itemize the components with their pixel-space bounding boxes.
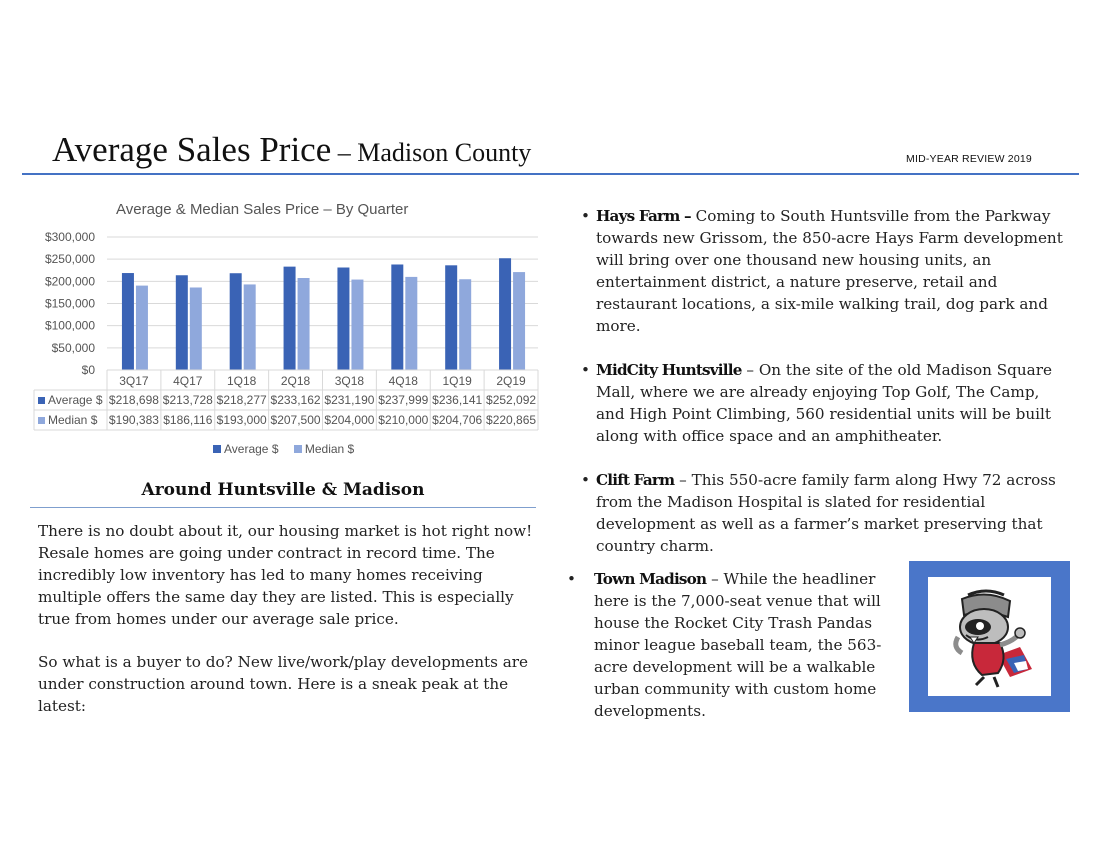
x-tick-label: 2Q19 — [496, 374, 526, 388]
bullet-title: Clift Farm — [596, 471, 675, 489]
x-tick-label: 4Q17 — [173, 374, 203, 388]
bullet-dot: • — [581, 361, 590, 379]
data-label: $231,190 — [324, 393, 375, 407]
data-label: $236,141 — [432, 393, 483, 407]
bar-average — [391, 264, 403, 370]
y-tick-label: $100,000 — [44, 318, 95, 333]
bar-median — [244, 284, 256, 370]
bullet-text: – On the site of the old Madison Square Mall, where we are already enjoying Top Golf, The Camp, and High Point Climbing, 560 residential units will be built along with office space and an amphitheater. — [596, 361, 1052, 445]
trash-panda-logo-icon — [928, 577, 1051, 696]
section-divider — [30, 507, 536, 508]
data-label: $210,000 — [378, 413, 429, 427]
data-label: $233,162 — [270, 393, 321, 407]
y-tick-label: $250,000 — [44, 252, 95, 267]
legend-label-average: Average $ — [224, 442, 279, 456]
review-label: MID-YEAR REVIEW 2019 — [906, 153, 1032, 165]
logo-panel — [928, 577, 1051, 696]
bar-average — [499, 258, 511, 370]
table-series-name: Median $ — [48, 413, 98, 427]
x-tick-label: 4Q18 — [388, 374, 418, 388]
buyer-paragraph: So what is a buyer to do? New live/work/play developments are under construction around town. Here is a sneak peak at the latest: — [38, 653, 529, 715]
bar-average — [284, 267, 296, 370]
y-tick-label: $50,000 — [51, 340, 95, 355]
bullet-dot: • — [581, 207, 590, 225]
x-tick-label: 1Q19 — [442, 374, 472, 388]
y-tick-label: $200,000 — [44, 274, 95, 289]
data-label: $218,698 — [108, 393, 159, 407]
bar-median — [513, 272, 525, 370]
data-label: $186,116 — [163, 413, 213, 427]
intro-paragraph: There is no doubt about it, our housing market is hot right now! Resale homes are going under contract in record time. The incredibly low inventory has led to many homes receiving multiple offers the same day they are listed. This is especially true from homes under our average sale price. — [38, 522, 533, 628]
title-main: Average Sales Price — [52, 130, 332, 169]
data-label: $252,092 — [486, 393, 537, 407]
bullet-clift-farm — [581, 469, 1071, 557]
bullet-town-madison — [567, 568, 899, 722]
data-label: $213,728 — [162, 393, 213, 407]
bullet-title: Town Madison — [594, 570, 707, 588]
legend-swatch-average — [213, 445, 221, 453]
bar-average — [445, 265, 457, 370]
y-tick-label: $0 — [81, 363, 95, 377]
title-sub: – Madison County — [331, 138, 532, 167]
bullet-dot: • — [581, 471, 590, 489]
y-tick-label: $150,000 — [44, 296, 95, 311]
bar-average — [176, 275, 188, 370]
legend-label-median: Median $ — [304, 442, 355, 456]
bar-median — [405, 277, 417, 370]
legend-item-median — [294, 442, 354, 456]
bullet-title: Hays Farm – — [596, 207, 691, 225]
bar-median — [136, 286, 148, 370]
bar-median — [459, 279, 471, 370]
table-swatch — [38, 417, 45, 424]
data-label: $190,383 — [108, 413, 159, 427]
bar-median — [190, 287, 202, 370]
data-label: $218,277 — [216, 393, 267, 407]
bullet-dot: • — [567, 570, 576, 588]
chart-title: Average & Median Sales Price – By Quarter — [116, 201, 409, 218]
bullet-text: Coming to South Huntsville from the Parkway towards new Grissom, the 850-acre Hays Farm development will bring over one thousand new housing units, an entertainment district, a nature preserve, retail and restaurant locations, a six-mile walking trail, dog park and more. — [596, 207, 1063, 335]
legend-swatch-median — [294, 445, 302, 453]
bar-average — [230, 273, 242, 370]
bullet-midcity — [581, 359, 1071, 447]
bullet-title: MidCity Huntsville — [596, 361, 742, 379]
data-label: $207,500 — [270, 413, 321, 427]
x-tick-label: 3Q17 — [119, 374, 149, 388]
legend-item-average — [213, 442, 279, 456]
sales-price-chart — [0, 0, 545, 440]
bullet-text: – While the headliner here is the 7,000-seat venue that will house the Rocket City Trash Pandas minor league baseball team, the 563-acre development will be a walkable urban community with custom home developments. — [594, 570, 882, 720]
x-tick-label: 1Q18 — [227, 374, 257, 388]
data-label: $237,999 — [378, 393, 429, 407]
bar-average — [122, 273, 134, 370]
chart-legend — [213, 442, 366, 456]
x-tick-label: 2Q18 — [280, 374, 311, 388]
bar-average — [337, 268, 349, 370]
table-series-name: Average $ — [48, 393, 103, 407]
data-label: $193,000 — [216, 413, 267, 427]
logo-frame — [909, 561, 1070, 712]
bar-median — [351, 280, 363, 370]
bullet-text: – This 550-acre family farm along Hwy 72 across from the Madison Hospital is slated for residential development as well as a farmer’s market preserving that country charm. — [596, 471, 1056, 555]
data-label: $220,865 — [486, 413, 537, 427]
bullet-hays-farm — [581, 205, 1071, 337]
section-heading: Around Huntsville & Madison — [141, 480, 425, 500]
bar-median — [298, 278, 310, 370]
table-swatch — [38, 397, 45, 404]
x-tick-label: 3Q18 — [334, 374, 365, 388]
data-label: $204,000 — [324, 413, 375, 427]
y-tick-label: $300,000 — [44, 230, 95, 244]
data-label: $204,706 — [432, 413, 483, 427]
